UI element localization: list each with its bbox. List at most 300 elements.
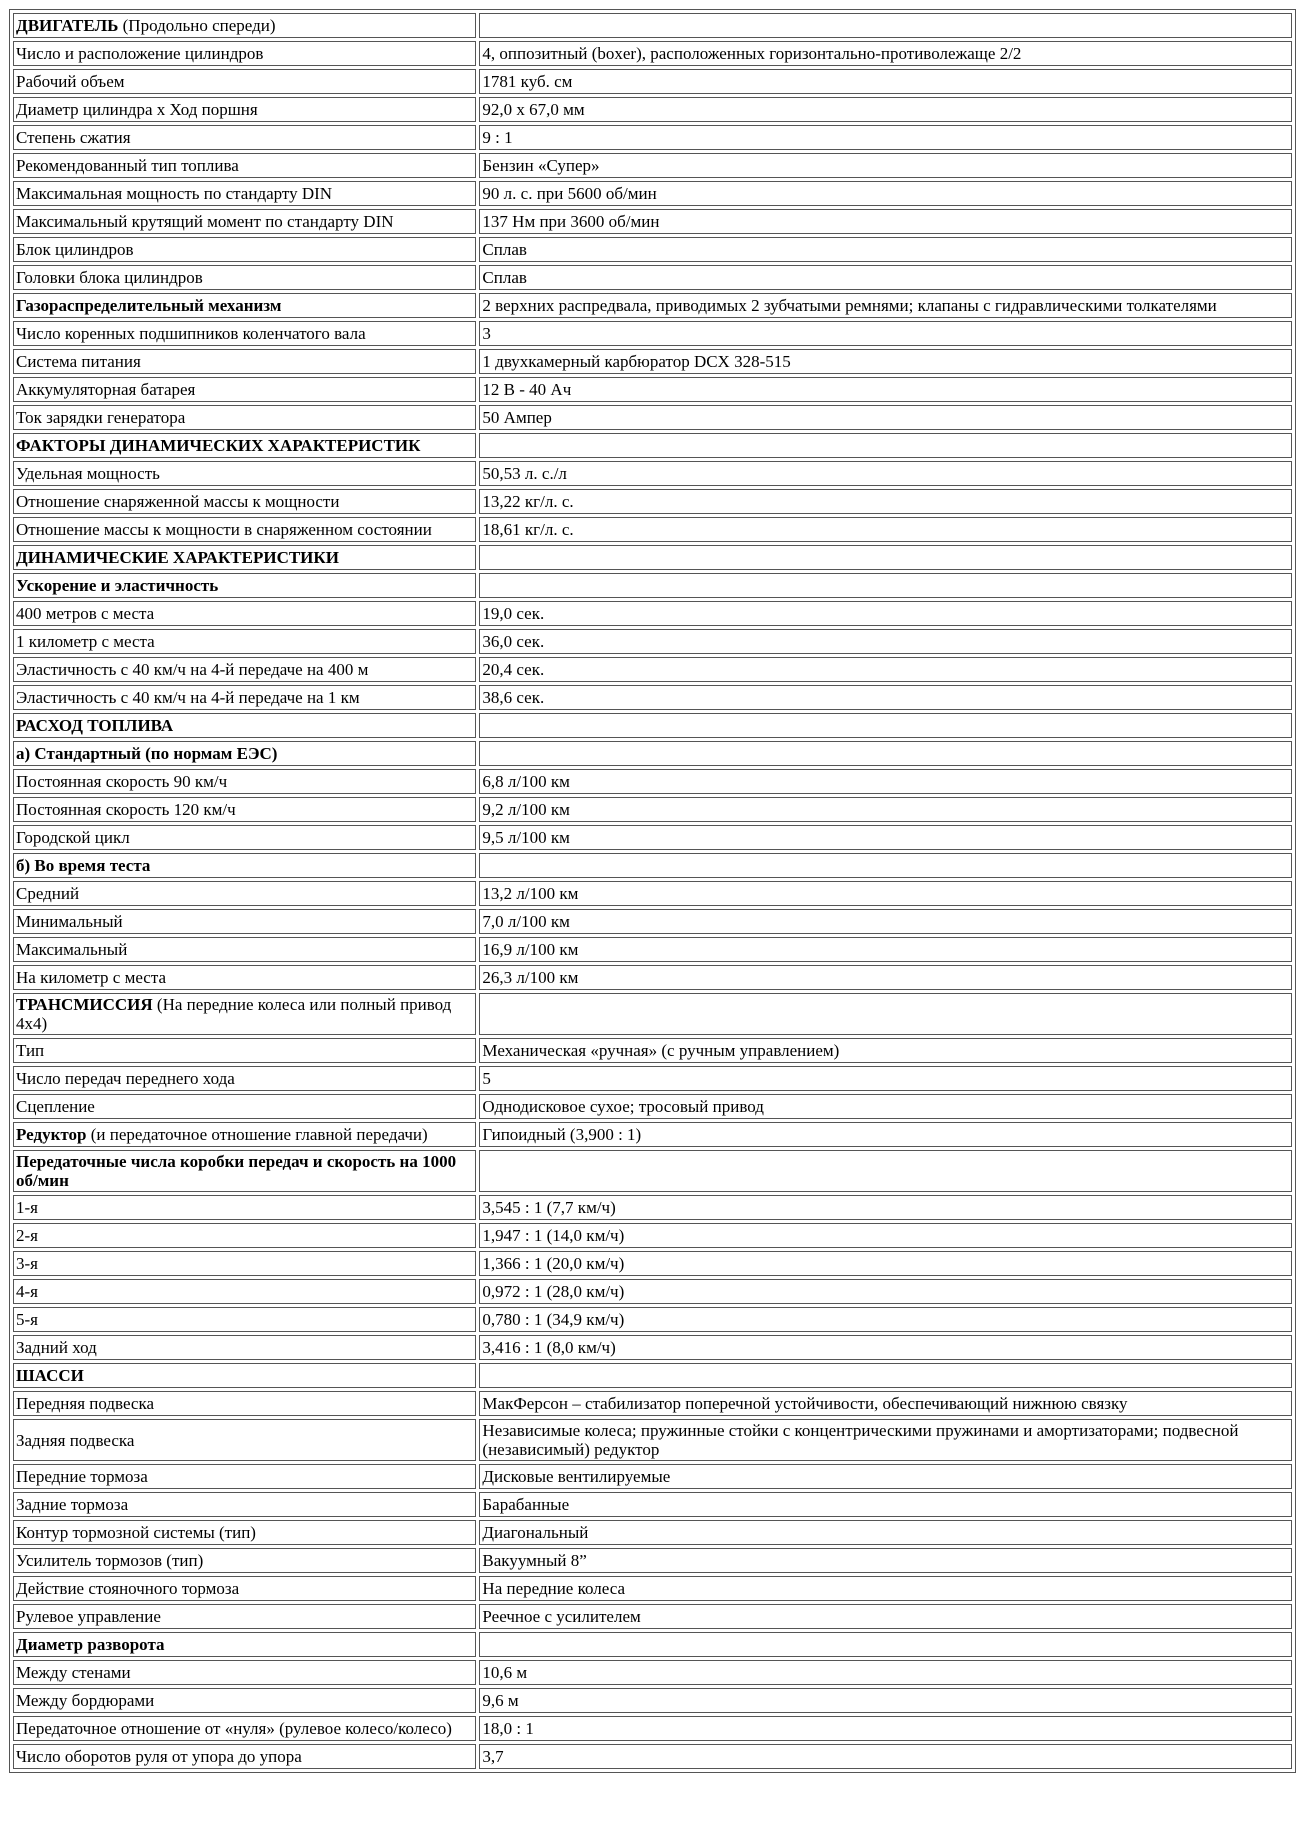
row-value-cell	[479, 97, 1292, 122]
row-heading-text: РАСХОД ТОПЛИВА	[16, 716, 174, 735]
row-value-cell	[479, 209, 1292, 234]
row-value-text: Бензин «Супер»	[482, 156, 600, 175]
row-value-text: Независимые колеса; пружинные стойки с концентрическими пружинами и амортизаторами; подвесной (независимый) редуктор	[482, 1421, 1239, 1459]
row-label-cell	[13, 965, 476, 990]
row-value-cell	[479, 1716, 1292, 1741]
row-value-text: 12 В - 40 Ач	[482, 380, 572, 399]
row-label-text: (Продольно спереди)	[118, 16, 276, 35]
row-value-cell	[479, 909, 1292, 934]
row-value-cell	[479, 1223, 1292, 1248]
table-row	[13, 1660, 1292, 1685]
row-value-text: 3,545 : 1 (7,7 км/ч)	[482, 1198, 616, 1217]
row-label-text: Между стенами	[16, 1663, 131, 1682]
row-value-text: Механическая «ручная» (с ручным управлением)	[482, 1041, 840, 1060]
row-heading-text: Газораспределительный механизм	[16, 296, 282, 315]
table-row	[13, 1066, 1292, 1091]
row-value-cell	[479, 1122, 1292, 1147]
table-row	[13, 1744, 1292, 1769]
row-value-cell	[479, 1335, 1292, 1360]
row-value-cell	[479, 1492, 1292, 1517]
table-row	[13, 545, 1292, 570]
table-row	[13, 69, 1292, 94]
row-value-text: 9,5 л/100 км	[482, 828, 570, 847]
row-label-cell	[13, 97, 476, 122]
row-heading-text: б) Во время теста	[16, 856, 151, 875]
row-value-cell	[479, 321, 1292, 346]
table-row	[13, 1363, 1292, 1388]
table-row	[13, 1307, 1292, 1332]
spec-table-container	[9, 9, 1296, 1773]
row-value-cell	[479, 181, 1292, 206]
row-value-text: Дисковые вентилируемые	[482, 1467, 671, 1486]
row-label-text: Аккумуляторная батарея	[16, 380, 196, 399]
row-label-text: Городской цикл	[16, 828, 130, 847]
row-value-text: 1 двухкамерный карбюратор DCX 328-515	[482, 352, 791, 371]
row-label-cell	[13, 1307, 476, 1332]
row-value-cell	[479, 517, 1292, 542]
row-value-text: 1,366 : 1 (20,0 км/ч)	[482, 1254, 625, 1273]
row-label-cell	[13, 1604, 476, 1629]
row-label-text: (На передние колеса или полный привод 4х4)	[16, 995, 452, 1033]
table-row	[13, 1122, 1292, 1147]
row-label-cell	[13, 797, 476, 822]
table-row	[13, 1195, 1292, 1220]
row-label-text: Максимальный	[16, 940, 128, 959]
row-label-text: 1 километр с места	[16, 632, 155, 651]
row-label-text: Действие стояночного тормоза	[16, 1579, 240, 1598]
row-label-text: 3-я	[16, 1254, 38, 1273]
row-value-text: 9,2 л/100 км	[482, 800, 570, 819]
row-label-text: Система питания	[16, 352, 141, 371]
row-heading-text: ДВИГАТЕЛЬ	[16, 16, 119, 35]
table-row	[13, 1464, 1292, 1489]
row-value-cell	[479, 573, 1292, 598]
row-value-cell	[479, 1660, 1292, 1685]
row-label-text: 5-я	[16, 1310, 38, 1329]
table-row	[13, 181, 1292, 206]
row-label-cell	[13, 1716, 476, 1741]
row-label-cell	[13, 1419, 476, 1461]
row-label-cell	[13, 713, 476, 738]
table-row	[13, 377, 1292, 402]
row-label-text: Усилитель тормозов (тип)	[16, 1551, 204, 1570]
row-label-cell	[13, 293, 476, 318]
row-value-cell	[479, 713, 1292, 738]
row-label-cell	[13, 1464, 476, 1489]
table-row	[13, 41, 1292, 66]
row-value-text: МакФерсон – стабилизатор поперечной устойчивости, обеспечивающий нижнюю связку	[482, 1394, 1128, 1413]
table-row	[13, 349, 1292, 374]
row-value-cell	[479, 1632, 1292, 1657]
row-label-text: Максимальная мощность по стандарту DIN	[16, 184, 333, 203]
row-value-cell	[479, 293, 1292, 318]
row-label-text: Передние тормоза	[16, 1467, 148, 1486]
row-label-text: Удельная мощность	[16, 464, 160, 483]
table-row	[13, 1548, 1292, 1573]
row-label-cell	[13, 321, 476, 346]
table-row	[13, 153, 1292, 178]
row-value-cell	[479, 965, 1292, 990]
table-row	[13, 1632, 1292, 1657]
row-value-cell	[479, 377, 1292, 402]
table-row	[13, 1223, 1292, 1248]
row-value-text: 7,0 л/100 км	[482, 912, 570, 931]
table-row	[13, 685, 1292, 710]
row-label-text: Рулевое управление	[16, 1607, 161, 1626]
row-value-cell	[479, 1464, 1292, 1489]
row-label-text: Задняя подвеска	[16, 1430, 135, 1450]
row-value-cell	[479, 1066, 1292, 1091]
row-label-cell	[13, 237, 476, 262]
row-value-cell	[479, 1307, 1292, 1332]
row-label-cell	[13, 685, 476, 710]
table-row	[13, 237, 1292, 262]
table-row	[13, 489, 1292, 514]
table-row	[13, 1688, 1292, 1713]
table-row	[13, 1094, 1292, 1119]
row-value-cell	[479, 433, 1292, 458]
spec-table	[9, 9, 1296, 1773]
row-heading-text: ДИНАМИЧЕСКИЕ ХАРАКТЕРИСТИКИ	[16, 548, 339, 567]
table-row	[13, 993, 1292, 1035]
row-label-cell	[13, 377, 476, 402]
row-label-cell	[13, 1066, 476, 1091]
table-row	[13, 741, 1292, 766]
row-label-cell	[13, 881, 476, 906]
row-value-text: На передние колеса	[482, 1579, 626, 1598]
row-label-cell	[13, 1576, 476, 1601]
table-row	[13, 965, 1292, 990]
row-label-text: Постоянная скорость 90 км/ч	[16, 772, 228, 791]
table-row	[13, 713, 1292, 738]
row-label-text: Постоянная скорость 120 км/ч	[16, 800, 236, 819]
row-label-text: Ток зарядки генератора	[16, 408, 186, 427]
row-label-text: Передаточное отношение от «нуля» (рулевое колесо/колесо)	[16, 1719, 452, 1738]
row-value-cell	[479, 489, 1292, 514]
row-value-text: 19,0 сек.	[482, 604, 545, 623]
table-row	[13, 209, 1292, 234]
row-label-text: (и передаточное отношение главной передачи)	[86, 1125, 428, 1144]
table-row	[13, 461, 1292, 486]
row-label-cell	[13, 1223, 476, 1248]
row-value-text: 4, оппозитный (boxer), расположенных горизонтально-противолежаще 2/2	[482, 44, 1022, 63]
row-label-cell	[13, 601, 476, 626]
row-value-cell	[479, 993, 1292, 1035]
row-label-cell	[13, 489, 476, 514]
table-row	[13, 1150, 1292, 1192]
table-row	[13, 797, 1292, 822]
row-value-cell	[479, 1744, 1292, 1769]
row-label-text: 4-я	[16, 1282, 38, 1301]
row-value-text: 18,0 : 1	[482, 1719, 534, 1738]
table-row	[13, 293, 1292, 318]
row-label-cell	[13, 209, 476, 234]
row-label-text: Число и расположение цилиндров	[16, 44, 264, 63]
table-row	[13, 433, 1292, 458]
row-value-text: 3,7	[482, 1747, 504, 1766]
row-value-cell	[479, 1520, 1292, 1545]
table-row	[13, 13, 1292, 38]
table-row	[13, 1604, 1292, 1629]
row-heading-text: ТРАНСМИССИЯ	[16, 995, 153, 1014]
row-value-cell	[479, 69, 1292, 94]
row-value-text: 16,9 л/100 км	[482, 940, 579, 959]
table-row	[13, 1335, 1292, 1360]
row-label-cell	[13, 1548, 476, 1573]
row-label-cell	[13, 1520, 476, 1545]
row-value-cell	[479, 797, 1292, 822]
row-label-text: Задний ход	[16, 1338, 97, 1357]
spec-table-body	[13, 13, 1292, 1769]
row-label-cell	[13, 1632, 476, 1657]
table-row	[13, 937, 1292, 962]
table-row	[13, 97, 1292, 122]
row-value-cell	[479, 1038, 1292, 1063]
row-value-text: Барабанные	[482, 1495, 570, 1514]
row-value-text: 13,22 кг/л. с.	[482, 492, 574, 511]
row-label-text: Контур тормозной системы (тип)	[16, 1523, 256, 1542]
row-value-cell	[479, 125, 1292, 150]
row-label-cell	[13, 1744, 476, 1769]
row-value-text: 38,6 сек.	[482, 688, 545, 707]
table-row	[13, 853, 1292, 878]
row-label-text: Передняя подвеска	[16, 1394, 155, 1413]
row-value-text: 9,6 м	[482, 1691, 519, 1710]
row-label-cell	[13, 853, 476, 878]
row-label-cell	[13, 461, 476, 486]
row-value-cell	[479, 545, 1292, 570]
row-label-text: Эластичность с 40 км/ч на 4-й передаче на 1 км	[16, 688, 360, 707]
row-label-text: Блок цилиндров	[16, 240, 134, 259]
row-label-cell	[13, 825, 476, 850]
table-row	[13, 1251, 1292, 1276]
row-label-text: Средний	[16, 884, 80, 903]
row-value-cell	[479, 461, 1292, 486]
row-value-cell	[479, 853, 1292, 878]
row-value-cell	[479, 1150, 1292, 1192]
table-row	[13, 1279, 1292, 1304]
row-label-cell	[13, 153, 476, 178]
row-label-cell	[13, 1335, 476, 1360]
row-label-cell	[13, 1038, 476, 1063]
row-label-text: Эластичность с 40 км/ч на 4-й передаче на 400 м	[16, 660, 369, 679]
table-row	[13, 517, 1292, 542]
row-label-text: Число передач переднего хода	[16, 1069, 235, 1088]
table-row	[13, 769, 1292, 794]
row-label-cell	[13, 1660, 476, 1685]
row-value-cell	[479, 1195, 1292, 1220]
row-value-text: 3	[482, 324, 491, 343]
row-heading-text: Диаметр разворота	[16, 1635, 165, 1654]
row-value-cell	[479, 685, 1292, 710]
row-label-cell	[13, 573, 476, 598]
row-label-cell	[13, 13, 476, 38]
row-label-cell	[13, 1363, 476, 1388]
row-value-cell	[479, 769, 1292, 794]
row-heading-text: Передаточные числа коробки передач и скорость на 1000 об/мин	[16, 1152, 457, 1190]
row-heading-text: ШАССИ	[16, 1366, 84, 1385]
table-row	[13, 1716, 1292, 1741]
table-row	[13, 1576, 1292, 1601]
row-value-text: 13,2 л/100 км	[482, 884, 579, 903]
row-label-cell	[13, 629, 476, 654]
row-label-cell	[13, 41, 476, 66]
row-label-cell	[13, 909, 476, 934]
row-value-text: Сплав	[482, 268, 527, 287]
row-value-text: 2 верхних распредвала, приводимых 2 зубчатыми ремнями; клапаны с гидравлическими толкателями	[482, 296, 1217, 315]
row-label-text: Диаметр цилиндра х Ход поршня	[16, 100, 258, 119]
row-value-text: 90 л. с. при 5600 об/мин	[482, 184, 657, 203]
table-row	[13, 321, 1292, 346]
row-label-text: Задние тормоза	[16, 1495, 129, 1514]
row-label-text: Головки блока цилиндров	[16, 268, 203, 287]
row-label-text: Число коренных подшипников коленчатого вала	[16, 324, 366, 343]
row-label-cell	[13, 769, 476, 794]
table-row	[13, 265, 1292, 290]
row-value-cell	[479, 1548, 1292, 1573]
row-label-cell	[13, 937, 476, 962]
row-value-cell	[479, 405, 1292, 430]
row-label-text: Тип	[16, 1041, 45, 1060]
row-label-text: Число оборотов руля от упора до упора	[16, 1747, 302, 1766]
row-value-cell	[479, 1363, 1292, 1388]
row-value-text: Реечное с усилителем	[482, 1607, 641, 1626]
row-label-cell	[13, 1251, 476, 1276]
row-label-text: Отношение снаряженной массы к мощности	[16, 492, 340, 511]
table-row	[13, 909, 1292, 934]
table-row	[13, 1520, 1292, 1545]
row-label-cell	[13, 125, 476, 150]
row-value-text: 5	[482, 1069, 491, 1088]
row-value-text: Однодисковое сухое; тросовый привод	[482, 1097, 764, 1116]
row-heading-text: а) Стандартный (по нормам ЕЭС)	[16, 744, 278, 763]
row-heading-text: Ускорение и эластичность	[16, 576, 219, 595]
row-value-text: Диагональный	[482, 1523, 589, 1542]
table-row	[13, 1492, 1292, 1517]
row-value-text: 6,8 л/100 км	[482, 772, 570, 791]
row-label-text: На километр с места	[16, 968, 167, 987]
row-value-cell	[479, 1279, 1292, 1304]
row-value-cell	[479, 265, 1292, 290]
row-value-text: Гипоидный (3,900 : 1)	[482, 1125, 642, 1144]
row-label-text: 2-я	[16, 1226, 38, 1245]
row-label-text: 1-я	[16, 1198, 38, 1217]
table-row	[13, 1038, 1292, 1063]
row-value-text: 0,780 : 1 (34,9 км/ч)	[482, 1310, 625, 1329]
row-value-cell	[479, 1251, 1292, 1276]
row-value-text: 50,53 л. с./л	[482, 464, 567, 483]
row-label-cell	[13, 1094, 476, 1119]
row-value-text: 92,0 х 67,0 мм	[482, 100, 585, 119]
row-value-cell	[479, 237, 1292, 262]
row-value-cell	[479, 1604, 1292, 1629]
table-row	[13, 125, 1292, 150]
row-label-cell	[13, 265, 476, 290]
row-label-text: Рабочий объем	[16, 72, 125, 91]
row-value-cell	[479, 1094, 1292, 1119]
row-label-cell	[13, 349, 476, 374]
row-value-text: 3,416 : 1 (8,0 км/ч)	[482, 1338, 616, 1357]
row-value-cell	[479, 741, 1292, 766]
row-value-cell	[479, 41, 1292, 66]
row-value-cell	[479, 881, 1292, 906]
row-heading-text: Редуктор	[16, 1125, 87, 1144]
table-row	[13, 405, 1292, 430]
row-value-cell	[479, 937, 1292, 962]
row-value-cell	[479, 1688, 1292, 1713]
row-value-cell	[479, 1576, 1292, 1601]
row-label-text: Между бордюрами	[16, 1691, 155, 1710]
row-value-text: 36,0 сек.	[482, 632, 545, 651]
row-value-text: Вакуумный 8”	[482, 1551, 587, 1570]
row-value-text: 9 : 1	[482, 128, 513, 147]
table-row	[13, 601, 1292, 626]
row-value-cell	[479, 349, 1292, 374]
table-row	[13, 825, 1292, 850]
row-value-text: 18,61 кг/л. с.	[482, 520, 574, 539]
row-label-text: Рекомендованный тип топлива	[16, 156, 239, 175]
row-label-cell	[13, 657, 476, 682]
table-row	[13, 881, 1292, 906]
row-value-cell	[479, 13, 1292, 38]
row-value-cell	[479, 1391, 1292, 1416]
row-heading-text: ФАКТОРЫ ДИНАМИЧЕСКИХ ХАРАКТЕРИСТИК	[16, 436, 421, 455]
row-label-text: 400 метров с места	[16, 604, 155, 623]
row-label-cell	[13, 741, 476, 766]
table-row	[13, 657, 1292, 682]
row-value-cell	[479, 601, 1292, 626]
row-label-cell	[13, 405, 476, 430]
row-label-text: Сцепление	[16, 1097, 95, 1116]
row-label-text: Максимальный крутящий момент по стандарту DIN	[16, 212, 394, 231]
row-label-cell	[13, 993, 476, 1035]
table-row	[13, 629, 1292, 654]
row-value-text: 137 Нм при 3600 об/мин	[482, 212, 660, 231]
row-value-text: 20,4 сек.	[482, 660, 545, 679]
row-value-cell	[479, 153, 1292, 178]
row-label-cell	[13, 517, 476, 542]
row-value-text: 26,3 л/100 км	[482, 968, 579, 987]
row-value-text: 1,947 : 1 (14,0 км/ч)	[482, 1226, 625, 1245]
row-value-text: Сплав	[482, 240, 527, 259]
row-label-cell	[13, 433, 476, 458]
row-label-cell	[13, 69, 476, 94]
row-value-cell	[479, 629, 1292, 654]
row-label-cell	[13, 1688, 476, 1713]
row-label-cell	[13, 1122, 476, 1147]
row-value-text: 50 Ампер	[482, 408, 552, 427]
row-label-cell	[13, 181, 476, 206]
row-label-cell	[13, 1150, 476, 1192]
row-label-cell	[13, 1492, 476, 1517]
row-label-cell	[13, 545, 476, 570]
table-row	[13, 1419, 1292, 1461]
row-value-text: 1781 куб. см	[482, 72, 573, 91]
row-label-cell	[13, 1279, 476, 1304]
row-label-text: Отношение массы к мощности в снаряженном состоянии	[16, 520, 432, 539]
row-label-cell	[13, 1391, 476, 1416]
row-label-text: Минимальный	[16, 912, 123, 931]
row-label-cell	[13, 1195, 476, 1220]
row-value-cell	[479, 657, 1292, 682]
row-value-text: 0,972 : 1 (28,0 км/ч)	[482, 1282, 625, 1301]
row-value-cell	[479, 825, 1292, 850]
row-label-text: Степень сжатия	[16, 128, 131, 147]
table-row	[13, 1391, 1292, 1416]
row-value-text: 10,6 м	[482, 1663, 528, 1682]
table-row	[13, 573, 1292, 598]
row-value-cell	[479, 1419, 1292, 1461]
